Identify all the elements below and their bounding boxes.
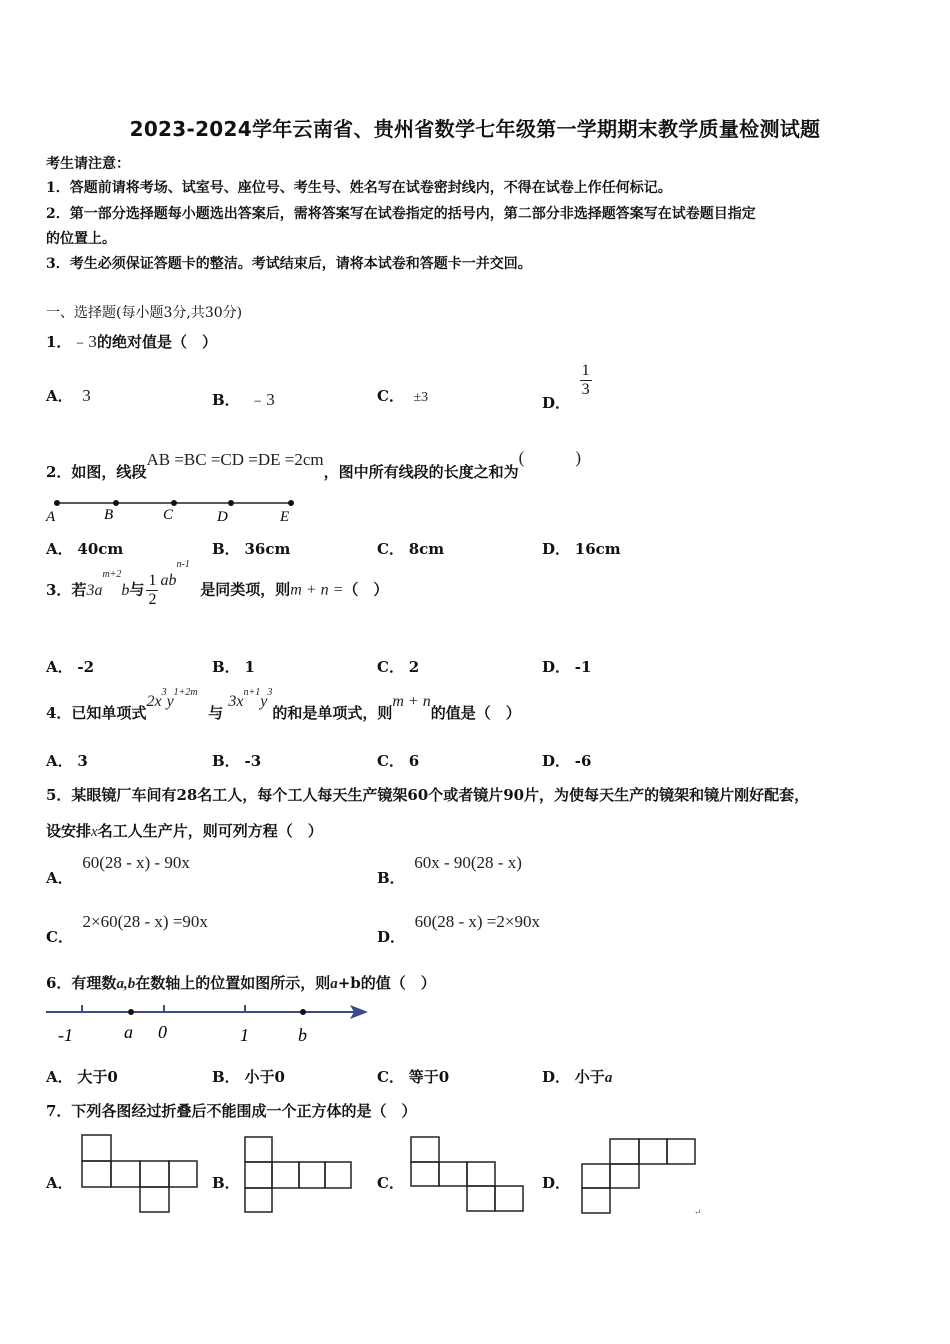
math-term: $ab^{n-1}$ [160,559,190,589]
net-figure-b[interactable] [242,1135,354,1215]
question-2: 2．如图，线段AB =BC =CD =DE =2cm，图中所有线段的长度之和为( ) [46,448,581,481]
notice-item: 的位置上。 [46,231,116,247]
math-expression: m + n = [290,581,344,599]
math-term: $3x^{n+1}y^3$ [228,687,273,710]
option-a[interactable]: A． 3 [46,752,88,770]
point-e [288,500,294,506]
option-d[interactable]: D． [542,1174,571,1192]
point-a [128,1009,134,1015]
segment-figure [44,494,304,526]
option-c[interactable]: C． [377,1174,404,1192]
number-line [44,1000,374,1048]
option-a[interactable]: A． 3 [46,386,91,405]
option-b[interactable]: B． 1 [212,658,255,676]
point-c [171,500,177,506]
point-b [113,500,119,506]
question-text: ，图中所有线段的长度之和为 [323,463,519,481]
option-a[interactable]: A． 大于0 [46,1068,118,1086]
question-4: 4．已知单项式$2x^3y^{1+2m}$ 与 $3x^{n+1}y^3$的和是单项式，则m + n的值是（ ） [46,687,521,722]
question-text: 2．如图，线段 [46,463,147,481]
math-expression: AB =BC =CD =DE =2cm [146,450,324,469]
question-6: 6．有理数a,b在数轴上的位置如图所示，则a+b的值（ ） [46,974,436,992]
option-a[interactable]: A． [46,1174,73,1192]
option-d[interactable]: D． 16cm [542,540,621,558]
option-c[interactable]: C． 6 [377,752,420,770]
option-b[interactable]: B． 60x - 90(28 - x) [377,853,522,887]
question-text: 3．若 [46,580,87,599]
question-text: 的绝对值是（ ） [96,333,217,351]
notice-item: 2．第一部分选择题每小题选出答案后，需将答案写在试卷指定的括号内，第二部分非选择题答案写在试卷题目指定 [46,206,756,222]
question-3: 3．若$3a^{m+2}b$与 $\frac{1}{2}$ $ab^{n-1}$ 是同类项，则m + n =（ ） [46,559,389,608]
point-label: A [46,509,56,525]
question-5: 5．某眼镜厂车间有28名工人，每个工人每天生产镜架60个或者镜片90片，为使每天生产的镜架和镜片刚好配套， [46,786,810,804]
option-b[interactable]: B． [212,1174,240,1192]
net-figure-a[interactable] [80,1133,200,1215]
axis-label: -1 [58,1025,73,1045]
option-d[interactable]: D． -6 [542,752,592,770]
point-b [300,1009,306,1015]
math-term: $2x^3y^{1+2m}$ [146,687,198,710]
option-d[interactable]: D． $\frac{1}{3}$ [542,362,590,412]
option-c[interactable]: C． ±3 [377,387,429,405]
option-b[interactable]: B． ﹣3 [212,390,275,409]
math-expression: m + n [392,693,431,710]
question-number: 1． [46,333,72,351]
option-d[interactable]: D． 小于a [542,1068,613,1086]
question-text: 是同类项，则 [200,580,291,599]
axis-label: 0 [158,1022,167,1042]
notice-item: 1．答题前请将考场、试室号、座位号、考生号、姓名写在试卷密封线内，不得在试卷上作任何标记。 [46,180,672,196]
point-label: E [280,509,290,525]
question-7: 7．下列各图经过折叠后不能围成一个正方体的是（ ） [46,1102,417,1120]
math-term: $3a^{m+2}b$ [86,569,130,599]
fraction: $\frac{1}{2}$ [148,572,157,608]
axis-label: a [124,1022,133,1042]
option-b[interactable]: B． -3 [212,752,262,770]
axis-label: 1 [240,1025,249,1045]
point-label: D [217,509,228,525]
net-figure-c[interactable] [408,1135,528,1215]
question-1 [46,327,217,352]
option-b[interactable]: B． 小于0 [212,1068,285,1086]
question-5-line2: 设安排x名工人生产片，则可列方程（ ） [46,822,323,840]
option-c[interactable]: C． 8cm [377,540,445,558]
point-d [228,500,234,506]
option-c[interactable]: C． 2 [377,658,420,676]
question-text: 的值是（ ） [430,704,521,722]
option-c[interactable]: C． 等于0 [377,1068,450,1086]
net-figure-d[interactable] [579,1137,699,1217]
option-a[interactable]: A． 60(28 - x) - 90x [46,853,190,887]
fraction: $\frac{1}{3}$ [581,362,590,398]
question-text: 的和是单项式，则 [272,704,393,722]
point-a [54,500,60,506]
point-label: C [163,507,174,523]
point-label: B [104,507,114,523]
notice-item: 3．考生必须保证答题卡的整洁。考试结束后，请将本试卷和答题卡一并交回。 [46,256,532,272]
option-d[interactable]: D． -1 [542,658,592,676]
option-b[interactable]: B． 36cm [212,540,291,558]
option-c[interactable]: C． 2×60(28 - x) =90x [46,912,208,946]
option-a[interactable]: A． 40cm [46,540,124,558]
notice-heading: 考生请注意： [46,156,130,172]
axis-label: b [298,1025,307,1045]
question-text: 4．已知单项式 [46,704,147,722]
paragraph-mark-icon: ↵ [694,1208,702,1218]
math-expression: ﹣3 [71,332,97,351]
section-heading: 一、选择题(每小题3分,共30分) [46,305,243,321]
page-title: 2023-2024学年云南省、贵州省数学七年级第一学期期末教学质量检测试题 [129,117,821,141]
option-d[interactable]: D． 60(28 - x) =2×90x [377,912,540,946]
option-a[interactable]: A． -2 [46,658,95,676]
